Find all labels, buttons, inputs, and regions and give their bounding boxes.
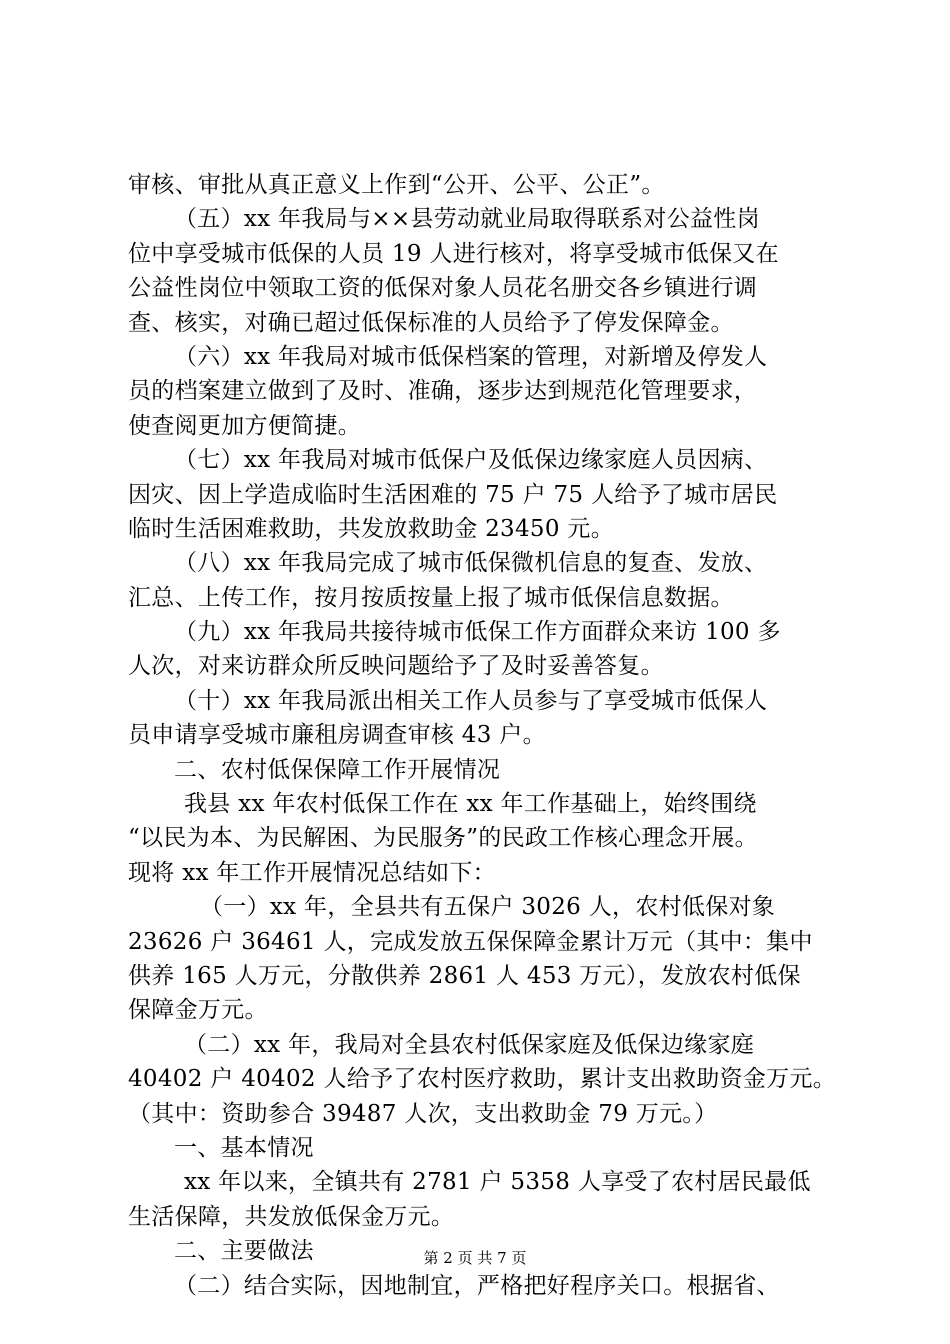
text-line: （一）xx 年，全县共有五保户 3026 人，农村低保对象	[200, 894, 776, 921]
text-line: （九）xx 年我局共接待城市低保工作方面群众来访 100 多	[174, 619, 781, 646]
text-line: 二、主要做法	[174, 1238, 314, 1265]
text-line: （七）xx 年我局对城市低保户及低保边缘家庭人员因病、	[174, 447, 768, 474]
text-line: （二）xx 年，我局对全县农村低保家庭及低保边缘家庭	[184, 1031, 755, 1058]
text-line: 人次，对来访群众所反映问题给予了及时妥善答复。	[128, 653, 664, 680]
text-line: 汇总、上传工作，按月按质按量上报了城市低保信息数据。	[128, 584, 734, 611]
text-line: （二）结合实际，因地制宜，严格把好程序关口。根据省、	[174, 1272, 780, 1299]
text-line: 二、农村低保保障工作开展情况	[174, 756, 501, 783]
text-line: “以民为本、为民解困、为民服务”的民政工作核心理念开展。	[128, 825, 758, 852]
document-body	[128, 168, 837, 1303]
text-line: 40402 户 40402 人给予了农村医疗救助，累计支出救助资金万元。	[128, 1066, 837, 1093]
text-line: 现将 xx 年工作开展情况总结如下：	[128, 859, 496, 886]
text-line: （其中：资助参合 39487 人次，支出救助金 79 万元。）	[128, 1100, 718, 1127]
text-line: （十）xx 年我局派出相关工作人员参与了享受城市低保人	[174, 687, 768, 714]
text-line: 公益性岗位中领取工资的低保对象人员花名册交各乡镇进行调	[128, 275, 758, 302]
text-line: （五）xx 年我局与××县劳动就业局取得联系对公益性岗	[174, 206, 760, 233]
text-line: 一、基本情况	[174, 1134, 314, 1161]
text-line: 23626 户 36461 人，完成发放五保保障金累计万元（其中：集中	[128, 928, 813, 955]
text-line: 我县 xx 年农村低保工作在 xx 年工作基础上，始终围绕	[184, 791, 757, 818]
text-line: 临时生活困难救助，共发放救助金 23450 元。	[128, 515, 614, 542]
text-line: 查、核实，对确已超过低保标准的人员给予了停发保障金。	[128, 309, 734, 336]
text-line: 审核、审批从真正意义上作到“公开、公平、公正”。	[128, 172, 665, 198]
text-line: 供养 165 人万元，分散供养 2861 人 453 万元），发放农村低保	[128, 962, 801, 989]
text-line: xx 年以来，全镇共有 2781 户 5358 人享受了农村居民最低	[184, 1169, 811, 1196]
text-line: 生活保障，共发放低保金万元。	[128, 1203, 455, 1230]
text-line: （八）xx 年我局完成了城市低保微机信息的复查、发放、	[174, 550, 768, 577]
text-line: 使查阅更加方便简捷。	[128, 412, 361, 439]
text-line: 因灾、因上学造成临时生活困难的 75 户 75 人给予了城市居民	[128, 481, 778, 508]
text-line: 员申请享受城市廉租房调查审核 43 户。	[128, 722, 546, 749]
text-line: 保障金万元。	[128, 997, 268, 1024]
text-line: 员的档案建立做到了及时、准确，逐步达到规范化管理要求，	[128, 378, 758, 405]
text-line: 位中享受城市低保的人员 19 人进行核对，将享受城市低保又在	[128, 240, 779, 267]
text-line: （六）xx 年我局对城市低保档案的管理，对新增及停发人	[174, 343, 768, 370]
page-footer: 第 2 页 共 7 页	[423, 1249, 527, 1267]
